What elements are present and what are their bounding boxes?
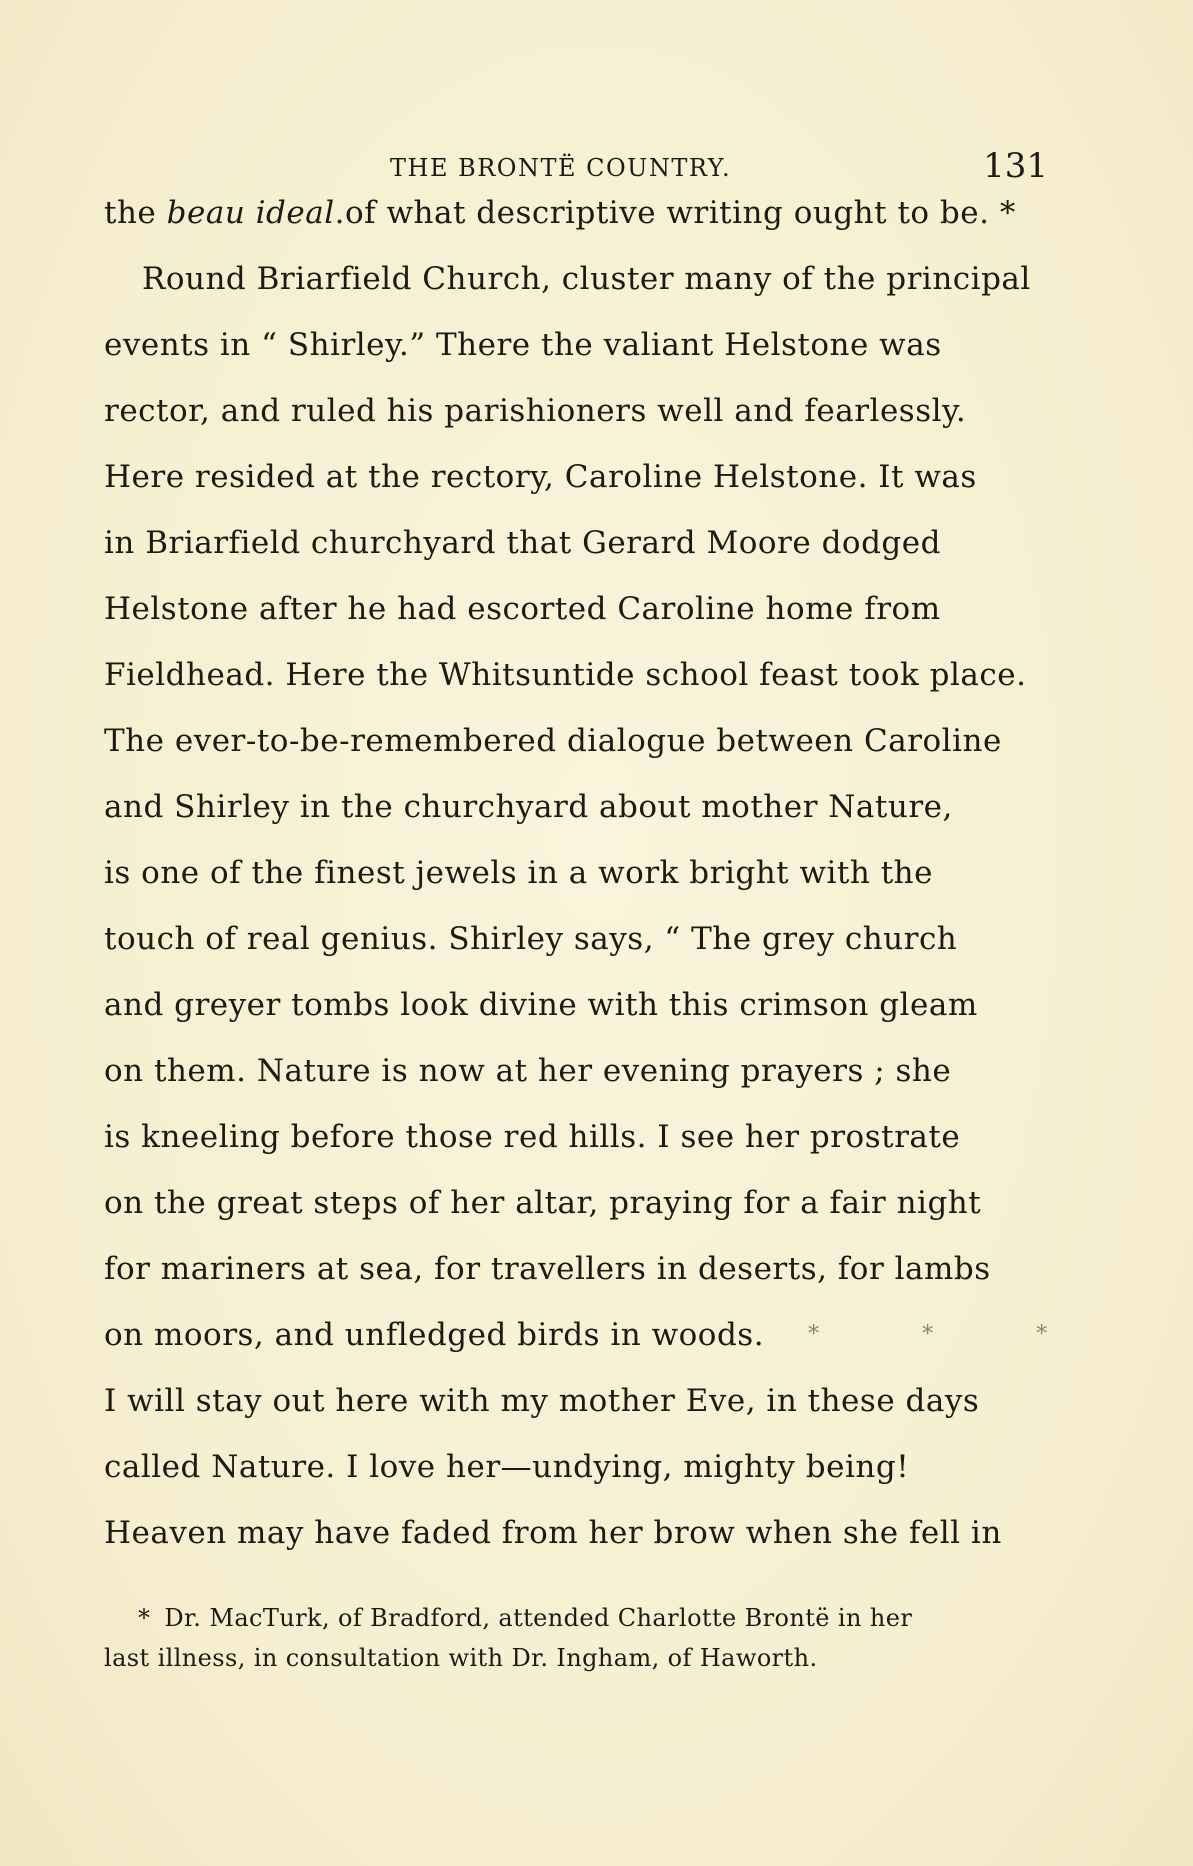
line-text: is kneeling before those red hills. I see her prostrate	[104, 1119, 961, 1155]
text-line	[104, 652, 1048, 698]
running-head: THE BRONTË COUNTRY.	[390, 154, 732, 182]
line-text: Heaven may have faded from her brow when she fell in	[104, 1515, 1002, 1551]
text-line-1	[104, 190, 1048, 236]
text-line	[104, 1048, 1048, 1094]
line-text: called Nature. I love her—undying, mighty being!	[104, 1449, 910, 1485]
line-text: Round Briarfield Church, cluster many of the principal	[142, 261, 1031, 297]
line-text: on them. Nature is now at her evening prayers ; she	[104, 1053, 952, 1089]
footnote-line-1	[138, 1600, 1048, 1636]
text-line	[104, 1180, 1048, 1226]
text-line	[104, 1444, 1048, 1490]
line-text: Fieldhead. Here the Whitsuntide school feast took place.	[104, 657, 1027, 693]
footnote-text: last illness, in consultation with Dr. Ingham, of Haworth.	[104, 1644, 818, 1672]
line-rest: .of what descriptive writing ought to be. *	[334, 195, 1016, 231]
text-line	[104, 1312, 1096, 1358]
footnote-marker: *	[138, 1604, 151, 1632]
text-line	[104, 784, 1048, 830]
text-line	[104, 388, 1048, 434]
text-line	[104, 1246, 1048, 1292]
line-prefix: the	[104, 195, 157, 231]
line-text: and greyer tombs look divine with this crimson gleam	[104, 987, 978, 1023]
line-text: is one of the finest jewels in a work bright with the	[104, 855, 933, 891]
text-line	[104, 718, 1048, 764]
line-text: for mariners at sea, for travellers in deserts, for lambs	[104, 1251, 991, 1287]
line-text: I will stay out here with my mother Eve, in these days	[104, 1383, 980, 1419]
ellipsis-stars: * * *	[808, 1322, 1096, 1347]
text-line	[104, 982, 1048, 1028]
line-text: events in “ Shirley.” There the valiant Helstone was	[104, 327, 942, 363]
line-text: Here resided at the rectory, Caroline Helstone. It was	[104, 459, 977, 495]
line-text: on moors, and unfledged birds in woods.	[104, 1317, 765, 1353]
footnote-text: Dr. MacTurk, of Bradford, attended Charlotte Brontë in her	[164, 1604, 913, 1632]
line-text: rector, and ruled his parishioners well and fearlessly.	[104, 393, 967, 429]
text-line	[142, 256, 1048, 302]
line-text: Helstone after he had escorted Caroline home from	[104, 591, 941, 627]
italic-phrase: beau ideal	[166, 195, 335, 231]
line-text: on the great steps of her altar, praying for a fair night	[104, 1185, 982, 1221]
text-line	[104, 586, 1048, 632]
text-line	[104, 454, 1048, 500]
page-header	[104, 146, 1048, 190]
page-number: 131	[983, 146, 1048, 186]
footnote-line-2	[104, 1640, 1048, 1676]
text-line	[104, 1378, 1048, 1424]
text-line	[104, 1510, 1048, 1556]
text-line	[104, 520, 1048, 566]
text-line	[104, 916, 1048, 962]
line-text: in Briarfield churchyard that Gerard Moore dodged	[104, 525, 941, 561]
text-line	[104, 322, 1048, 368]
line-text: The ever-to-be-remembered dialogue between Caroline	[104, 723, 1002, 759]
text-line	[104, 850, 1048, 896]
line-text: touch of real genius. Shirley says, “ The grey church	[104, 921, 958, 957]
text-line	[104, 1114, 1048, 1160]
line-text: and Shirley in the churchyard about mother Nature,	[104, 789, 953, 825]
